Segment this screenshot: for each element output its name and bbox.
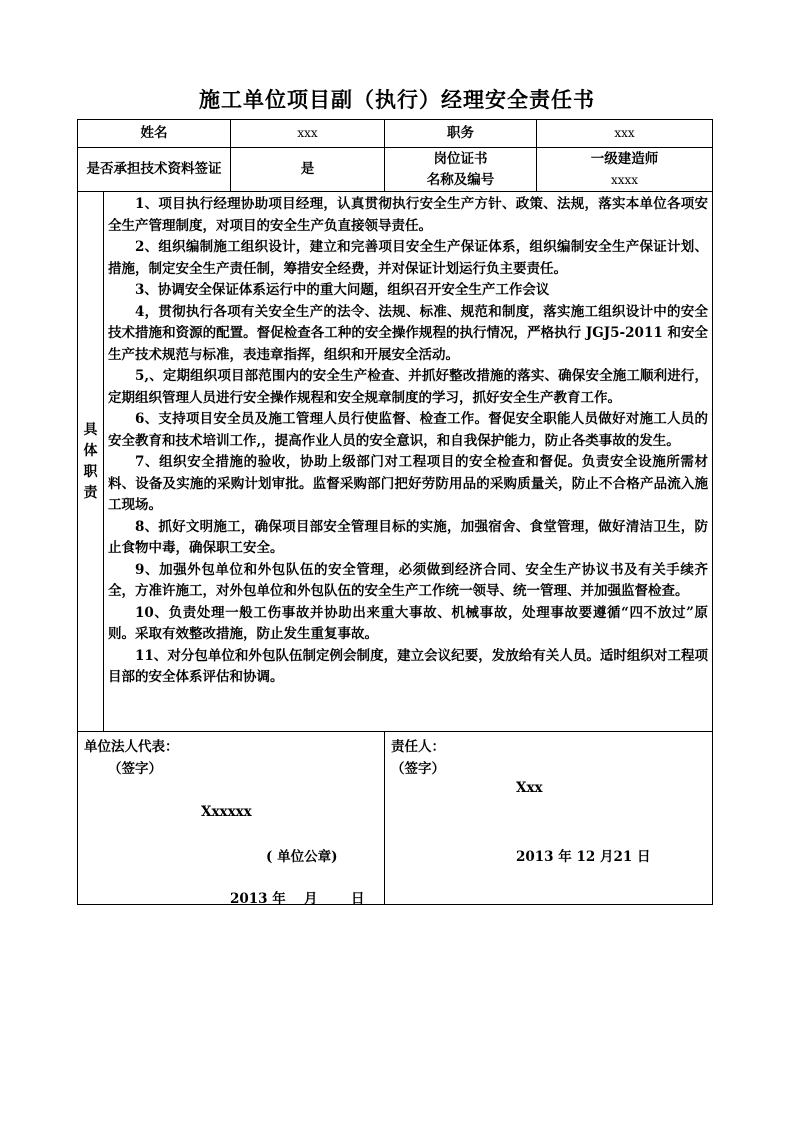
signature-left [78, 732, 385, 905]
side-char: 体 [83, 442, 98, 459]
duty-item: 3、协调安全保证体系运行中的重大问题，组织召开安全生产工作会议 [135, 282, 550, 298]
signature-row [78, 732, 713, 905]
certificate-value-line1: 一级建造师 [590, 150, 659, 167]
document-title: 施工单位项目副（执行）经理安全责任书 [199, 87, 595, 112]
legal-rep-label: 单位法人代表： [84, 739, 179, 755]
name-value: xxx [231, 120, 385, 148]
responsibility-table [77, 119, 713, 905]
duty-item: 9、加强外包单位和外包队伍的安全管理，必须做到经济合同、安全生产协议书及有关手续齐全，方准许施工，对外包单位和外包队伍的安全生产工作统一领导、统一管理、并加强监督检查。 [108, 561, 708, 599]
legal-rep-name: Xxxxxx [201, 804, 252, 820]
duty-item: 4，贯彻执行各项有关安全生产的法令、法规、标准、规范和制度，落实施工组织设计中的安全技术措施和资源的配置。督促检查各工种的安全操作规程的执行情况，严格执行 JGJ5-2011 和安全生产技术规范与标准，表违章指挥，组织和开展安全活动。 [108, 303, 708, 363]
left-date-day: 日 [351, 891, 365, 907]
duties-content [104, 192, 713, 732]
duty-item: 5,、定期组织项目部范围内的安全生产检查、并抓好整改措施的落实、确保安全施工顺利进行，定期组织管理人员进行安全操作规程和安全规章制度的学习，抓好安全生产教育工作。 [108, 368, 708, 406]
name-row [78, 120, 713, 148]
unit-seal-label: ( 单位公章) [266, 849, 338, 865]
left-date-month: 月 [304, 891, 318, 907]
certificate-value-line2: xxxx [610, 172, 639, 187]
duty-item: 7、组织安全措施的验收，协助上级部门对工程项目的安全检查和督促。负责安全设施所需材料、设备及实施的采购计划审批。监督采购部门把好劳防用品的采购质量关，防止不合格产品流入施工现场。 [108, 454, 708, 513]
side-char: 职 [83, 463, 98, 480]
duty-item: 1、项目执行经理协助项目经理，认真贯彻执行安全生产方针、政策、法规，落实本单位各项安全生产管理制度，对项目的安全生产负直接领导责任。 [108, 196, 708, 234]
side-char: 具 [83, 421, 98, 438]
position-label: 职务 [385, 120, 537, 148]
certificate-label [385, 148, 537, 192]
duty-item: 11、对分包单位和外包队伍制定例会制度，建立会议纪要，发放给有关人员。适时组织对工程项目部的安全体系评估和协调。 [108, 647, 708, 685]
responsible-person-label: 责任人： [391, 739, 445, 755]
signature-right [385, 732, 713, 905]
responsible-person-name: Xxx [516, 780, 543, 796]
tech-sign-value: 是 [231, 148, 385, 192]
duties-row [78, 192, 713, 732]
position-value: xxx [537, 120, 713, 148]
left-date-year: 2013 年 [230, 891, 286, 907]
certificate-value [537, 148, 713, 192]
tech-sign-label: 是否承担技术资料签证 [78, 148, 231, 192]
duty-item: 6、支持项目安全员及施工管理人员行使监督、检查工作。督促安全职能人员做好对施工人员的安全教育和技术培训工作,，提高作业人员的安全意识，和自我保护能力，防止各类事故的发生。 [108, 411, 708, 449]
certificate-label-line1: 岗位证书 [433, 150, 488, 167]
certificate-row [78, 148, 713, 192]
right-date: 2013 年 12 月21 日 [516, 849, 651, 865]
duties-side-label [78, 192, 104, 732]
duty-item: 2、组织编制施工组织设计，建立和完善项目安全生产保证体系，组织编制安全生产保证计划、措施，制定安全生产责任制，筹措安全经费，并对保证计划运行负主要责任。 [108, 239, 708, 277]
duty-item: 10、负责处理一般工伤事故并协助出来重大事故、机械事故，处理事故要遵循“四不放过”原则。采取有效整改措施，防止发生重复事故。 [108, 604, 708, 642]
legal-rep-sign-hint: （签字） [108, 761, 162, 777]
responsible-sign-hint: （签字） [391, 761, 445, 777]
side-char: 责 [83, 484, 98, 501]
certificate-label-line2: 名称及编号 [426, 171, 495, 188]
duty-item: 8、抓好文明施工，确保项目部安全管理目标的实施，加强宿舍、食堂管理，做好清洁卫生，防止食物中毒，确保职工安全。 [108, 518, 708, 556]
name-label: 姓名 [78, 120, 231, 148]
